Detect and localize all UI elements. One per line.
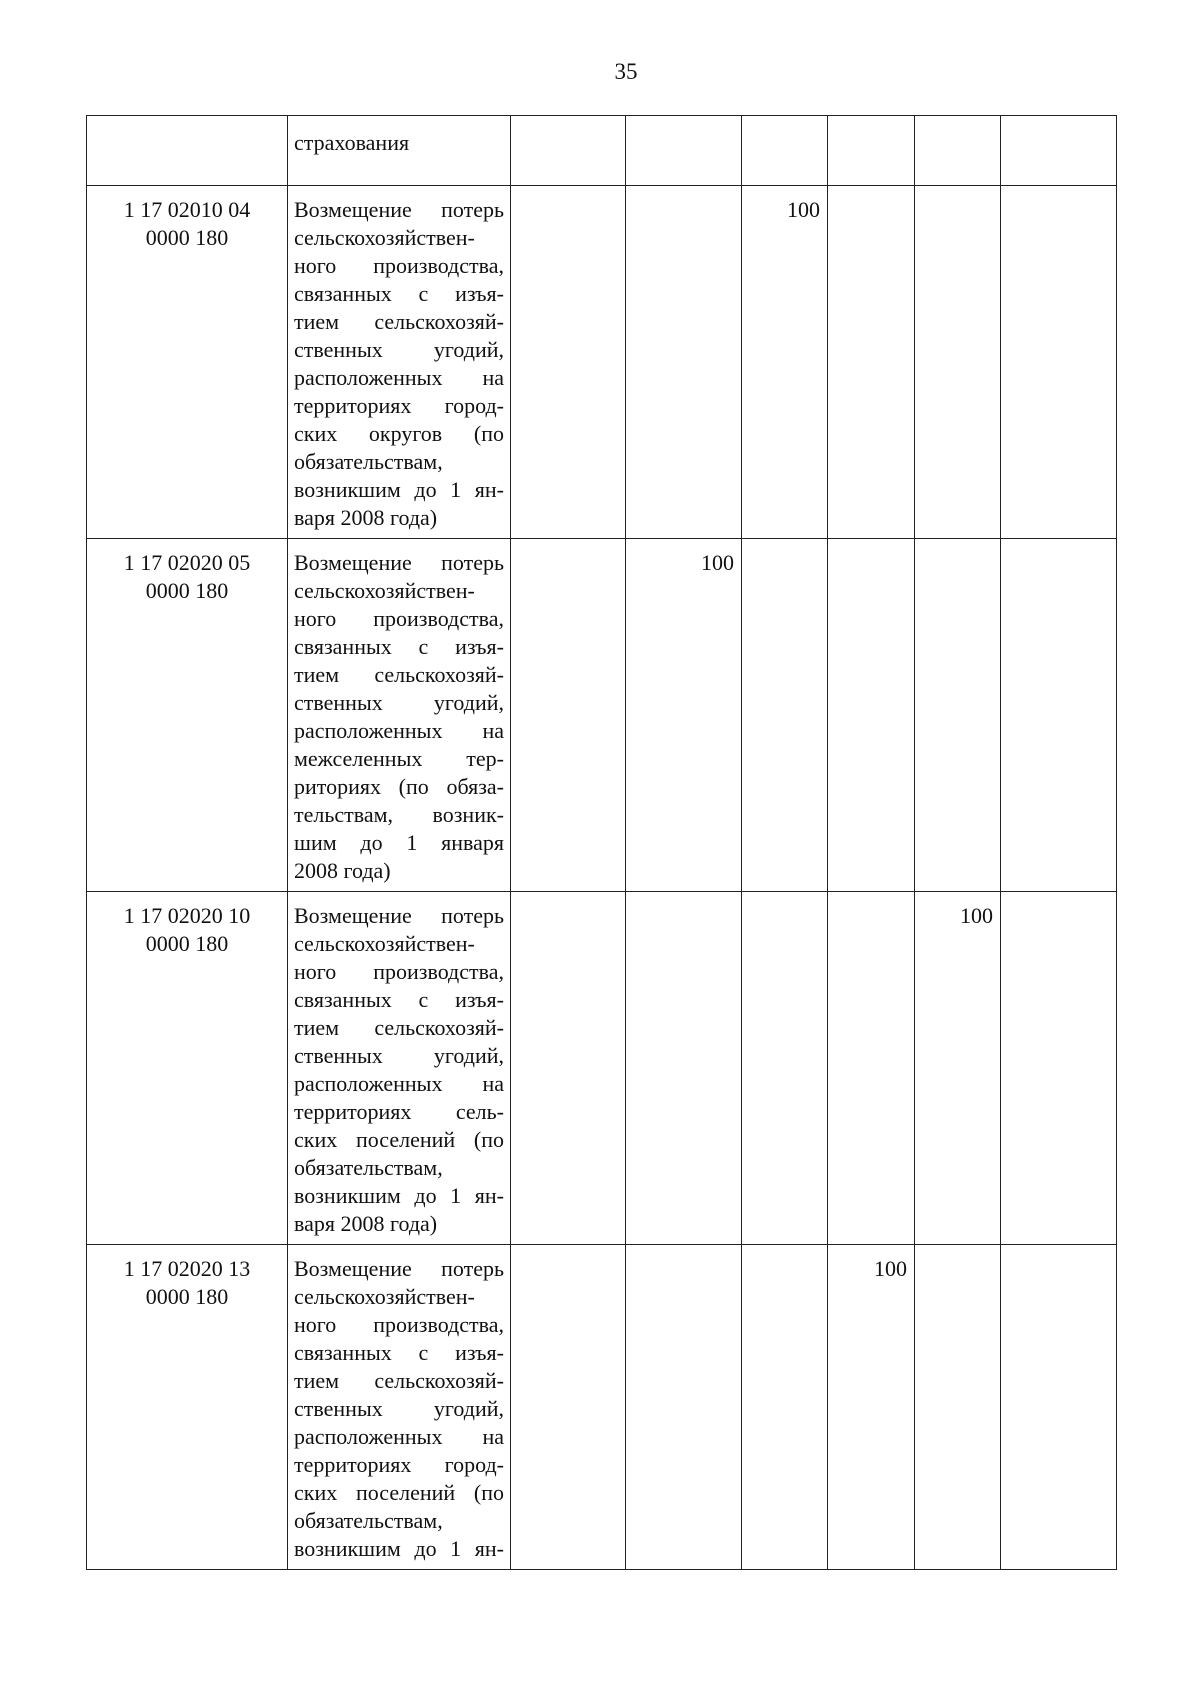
value-cell [511, 1245, 626, 1570]
code-line: 0000 180 [145, 931, 229, 956]
code-cell [87, 1245, 288, 1570]
description-line: тием сельскохозяй- [294, 1015, 504, 1040]
description-line: Возмещение потерь [294, 197, 504, 222]
description-line: расположенных на [294, 718, 504, 743]
description-line: возникшим до 1 ян- [294, 477, 504, 502]
value-cell [915, 116, 1001, 186]
value-cell [828, 539, 915, 892]
description-cell [288, 539, 511, 892]
description-line: тием сельскохозяй- [294, 662, 504, 687]
description-line: обязательствам, [294, 1155, 443, 1180]
page-number: 35 [614, 59, 638, 84]
value-cell [511, 539, 626, 892]
value-cell: 100 [828, 1245, 915, 1570]
description-line: территориях сель- [294, 1099, 504, 1124]
value-cell [1001, 116, 1117, 186]
code-line: 1 17 02010 04 [123, 197, 251, 222]
table-row [87, 1245, 1117, 1570]
budget-table [86, 115, 1117, 1570]
value-cell [742, 539, 828, 892]
value-cell [828, 892, 915, 1245]
description-line: ских округов (по [294, 421, 504, 446]
description-line: тием сельскохозяй- [294, 309, 504, 334]
description-line: связанных с изъя- [294, 281, 504, 306]
description-line: сельскохозяйствен- [294, 225, 475, 250]
description-line: сельскохозяйствен- [294, 931, 475, 956]
description-line: варя 2008 года) [294, 1211, 438, 1236]
description-line: ственных угодий, [294, 337, 504, 362]
description-line: возникшим до 1 ян- [294, 1183, 504, 1208]
description-cell [288, 186, 511, 539]
value-cell: 100 [742, 186, 828, 539]
description-line: Возмещение потерь [294, 1256, 504, 1281]
description-line: Возмещение потерь [294, 903, 504, 928]
code-line: 0000 180 [145, 1284, 229, 1309]
description-cell [288, 1245, 511, 1570]
value-cell [626, 116, 742, 186]
code-line: 1 17 02020 10 [123, 903, 251, 928]
description-line: сельскохозяйствен- [294, 1284, 475, 1309]
value-cell [1001, 539, 1117, 892]
description-line: риториях (по обяза- [294, 774, 504, 799]
description-cell [288, 116, 511, 186]
description-line: расположенных на [294, 365, 504, 390]
code-line: 0000 180 [145, 578, 229, 603]
value-cell [626, 892, 742, 1245]
description-line: тием сельскохозяй- [294, 1368, 504, 1393]
description-line: территориях город- [294, 1452, 504, 1477]
description-line: ственных угодий, [294, 1043, 504, 1068]
description-cell [288, 892, 511, 1245]
code-line: 1 17 02020 13 [123, 1256, 251, 1281]
description-line: варя 2008 года) [294, 505, 438, 530]
code-cell [87, 186, 288, 539]
description-line: связанных с изъя- [294, 1340, 504, 1365]
description-line: 2008 года) [294, 858, 391, 883]
value-cell [1001, 186, 1117, 539]
description-line: ного производства, [294, 1312, 504, 1337]
description-line: ного производства, [294, 253, 504, 278]
description-line: ного производства, [294, 606, 504, 631]
value-cell [626, 1245, 742, 1570]
value-cell [511, 116, 626, 186]
table-row [87, 186, 1117, 539]
description-line: территориях город- [294, 393, 504, 418]
value-cell [511, 186, 626, 539]
description-line: ских поселений (по [294, 1127, 504, 1152]
code-cell [87, 892, 288, 1245]
description-line: страхования [294, 130, 410, 155]
code-line: 1 17 02020 05 [123, 550, 251, 575]
value-cell [742, 116, 828, 186]
value-cell [626, 186, 742, 539]
value-cell [1001, 892, 1117, 1245]
code-line: 0000 180 [145, 225, 229, 250]
table-row [87, 116, 1117, 186]
value-cell [915, 1245, 1001, 1570]
value-cell [742, 892, 828, 1245]
description-line: Возмещение потерь [294, 550, 504, 575]
value-cell [915, 539, 1001, 892]
description-line: ственных угодий, [294, 690, 504, 715]
value-cell [1001, 1245, 1117, 1570]
description-line: ственных угодий, [294, 1396, 504, 1421]
value-cell [915, 186, 1001, 539]
description-line: ного производства, [294, 959, 504, 984]
description-line: возникшим до 1 ян- [294, 1536, 504, 1561]
code-cell [87, 116, 288, 186]
value-cell [742, 1245, 828, 1570]
description-line: связанных с изъя- [294, 987, 504, 1012]
description-line: расположенных на [294, 1424, 504, 1449]
table-row [87, 539, 1117, 892]
value-cell: 100 [626, 539, 742, 892]
code-cell [87, 539, 288, 892]
description-line: связанных с изъя- [294, 634, 504, 659]
value-cell [828, 116, 915, 186]
description-line: межселенных тер- [294, 746, 504, 771]
description-line: расположенных на [294, 1071, 504, 1096]
description-line: обязательствам, [294, 449, 443, 474]
value-cell [511, 892, 626, 1245]
description-line: обязательствам, [294, 1508, 443, 1533]
description-line: тельствам, возник- [294, 802, 504, 827]
description-line: сельскохозяйствен- [294, 578, 475, 603]
description-line: ских поселений (по [294, 1480, 504, 1505]
value-cell [828, 186, 915, 539]
value-cell: 100 [915, 892, 1001, 1245]
table-row [87, 892, 1117, 1245]
description-line: шим до 1 января [294, 830, 504, 855]
